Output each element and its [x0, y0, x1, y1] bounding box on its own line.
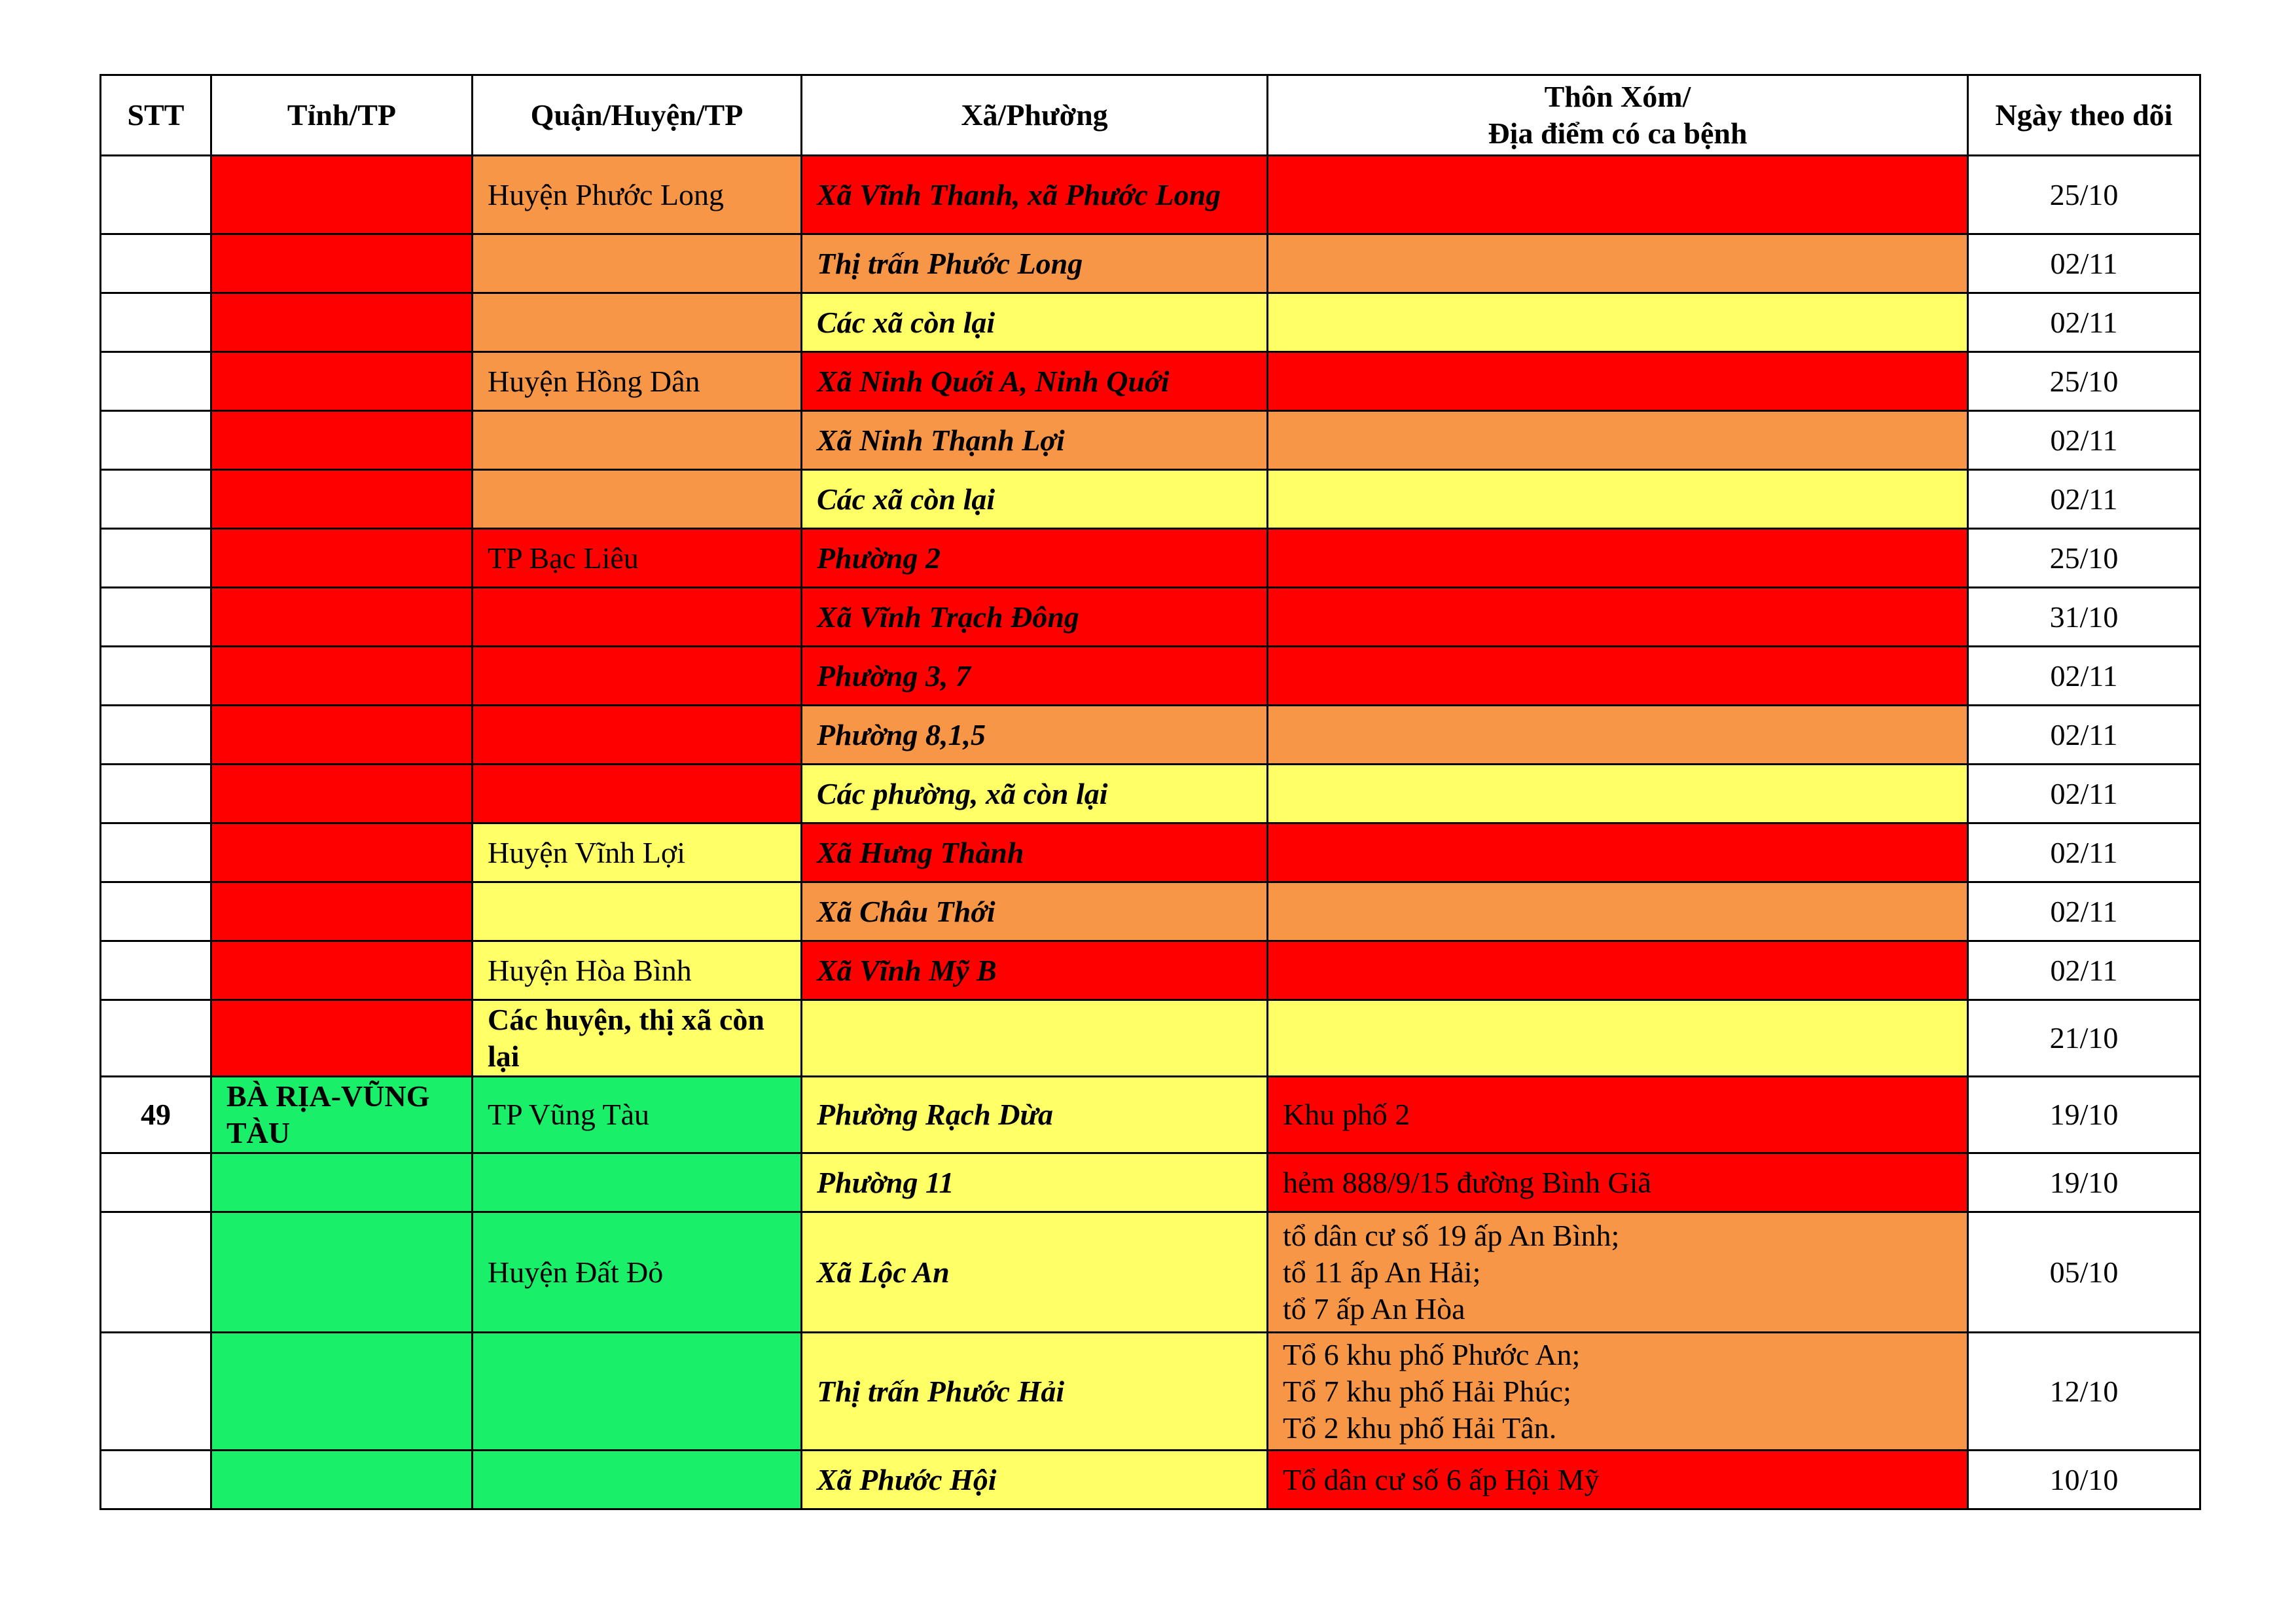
stt-cell	[101, 1000, 211, 1077]
province-cell	[211, 882, 473, 941]
province-cell	[211, 1153, 473, 1212]
header-hamlet-line-2: Địa điểm có ca bệnh	[1488, 117, 1748, 150]
stt-cell	[101, 588, 211, 647]
province-cell	[211, 1000, 473, 1077]
ward-cell: Phường 8,1,5	[802, 706, 1268, 765]
province-cell	[211, 411, 473, 470]
stt-cell	[101, 1212, 211, 1333]
hamlet-line: Tổ 7 khu phố Hải Phúc;	[1283, 1374, 1571, 1408]
stt-cell	[101, 882, 211, 941]
table-row	[101, 706, 2200, 765]
district-cell	[473, 1153, 802, 1212]
header-hamlet	[1268, 75, 1968, 156]
table-row	[101, 352, 2200, 411]
hamlet-cell	[1268, 706, 1968, 765]
stt-cell	[101, 234, 211, 293]
province-cell	[211, 1451, 473, 1509]
hamlet-cell	[1268, 588, 1968, 647]
province-cell	[211, 352, 473, 411]
table-row	[101, 234, 2200, 293]
ward-cell: Các xã còn lại	[802, 293, 1268, 352]
date-cell: 02/11	[1968, 234, 2200, 293]
ward-cell: Thị trấn Phước Hải	[802, 1333, 1268, 1451]
district-cell	[473, 411, 802, 470]
date-cell: 02/11	[1968, 823, 2200, 882]
ward-cell: Xã Vĩnh Trạch Đông	[802, 588, 1268, 647]
table-row	[101, 470, 2200, 529]
header-ward: Xã/Phường	[802, 75, 1268, 156]
ward-cell: Xã Châu Thới	[802, 882, 1268, 941]
ward-cell: Thị trấn Phước Long	[802, 234, 1268, 293]
hamlet-cell	[1268, 647, 1968, 706]
table-row	[101, 882, 2200, 941]
hamlet-cell	[1268, 1212, 1968, 1333]
stt-cell	[101, 941, 211, 1000]
stt-cell	[101, 706, 211, 765]
stt-cell	[101, 411, 211, 470]
hamlet-line: Tổ 2 khu phố Hải Tân.	[1283, 1411, 1557, 1445]
hamlet-line: tổ dân cư số 19 ấp An Bình;	[1283, 1218, 1620, 1252]
table-row	[101, 1077, 2200, 1153]
district-cell	[473, 706, 802, 765]
hamlet-cell	[1268, 765, 1968, 823]
stt-cell	[101, 352, 211, 411]
table-row	[101, 1451, 2200, 1509]
date-cell: 21/10	[1968, 1000, 2200, 1077]
province-cell	[211, 706, 473, 765]
province-cell	[211, 941, 473, 1000]
hamlet-cell	[1268, 411, 1968, 470]
province-cell	[211, 529, 473, 588]
district-cell: Huyện Phước Long	[473, 156, 802, 234]
ward-cell: Xã Vĩnh Mỹ B	[802, 941, 1268, 1000]
district-cell: Các huyện, thị xã còn lại	[473, 1000, 802, 1077]
date-cell: 25/10	[1968, 529, 2200, 588]
table-row	[101, 156, 2200, 234]
table-row	[101, 1212, 2200, 1333]
table-row	[101, 941, 2200, 1000]
table-row	[101, 1000, 2200, 1077]
district-cell	[473, 1333, 802, 1451]
hamlet-cell	[1268, 882, 1968, 941]
header-stt: STT	[101, 75, 211, 156]
table-row	[101, 529, 2200, 588]
ward-cell: Phường 2	[802, 529, 1268, 588]
date-cell: 19/10	[1968, 1153, 2200, 1212]
stt-cell	[101, 647, 211, 706]
date-cell: 25/10	[1968, 352, 2200, 411]
date-cell: 10/10	[1968, 1451, 2200, 1509]
ward-cell: Phường 3, 7	[802, 647, 1268, 706]
table-row	[101, 647, 2200, 706]
date-cell: 02/11	[1968, 765, 2200, 823]
table-row	[101, 765, 2200, 823]
date-cell: 02/11	[1968, 706, 2200, 765]
stt-cell: 49	[101, 1077, 211, 1153]
stt-cell	[101, 156, 211, 234]
date-cell: 02/11	[1968, 470, 2200, 529]
ward-cell: Xã Ninh Thạnh Lợi	[802, 411, 1268, 470]
ward-cell: Các xã còn lại	[802, 470, 1268, 529]
province-cell	[211, 470, 473, 529]
hamlet-cell	[1268, 156, 1968, 234]
hamlet-cell	[1268, 293, 1968, 352]
ward-cell: Xã Lộc An	[802, 1212, 1268, 1333]
date-cell: 19/10	[1968, 1077, 2200, 1153]
table-row	[101, 1333, 2200, 1451]
hamlet-cell	[1268, 234, 1968, 293]
hamlet-cell: Khu phố 2	[1268, 1077, 1968, 1153]
province-cell	[211, 293, 473, 352]
hamlet-cell	[1268, 529, 1968, 588]
district-cell: Huyện Hồng Dân	[473, 352, 802, 411]
stt-cell	[101, 1333, 211, 1451]
hamlet-cell: hẻm 888/9/15 đường Bình Giã	[1268, 1153, 1968, 1212]
stt-cell	[101, 823, 211, 882]
header-district: Quận/Huyện/TP	[473, 75, 802, 156]
district-cell	[473, 234, 802, 293]
date-cell: 02/11	[1968, 941, 2200, 1000]
district-cell	[473, 647, 802, 706]
hamlet-line: tổ 7 ấp An Hòa	[1283, 1291, 1465, 1326]
date-cell: 02/11	[1968, 882, 2200, 941]
hamlet-cell	[1268, 352, 1968, 411]
date-cell: 02/11	[1968, 411, 2200, 470]
date-cell: 05/10	[1968, 1212, 2200, 1333]
stt-cell	[101, 293, 211, 352]
ward-cell: Xã Hưng Thành	[802, 823, 1268, 882]
district-cell	[473, 293, 802, 352]
table-row	[101, 823, 2200, 882]
ward-cell: Xã Ninh Quới A, Ninh Quới	[802, 352, 1268, 411]
date-cell: 31/10	[1968, 588, 2200, 647]
ward-cell: Xã Vĩnh Thanh, xã Phước Long	[802, 156, 1268, 234]
hamlet-line: tổ 11 ấp An Hải;	[1283, 1255, 1481, 1289]
header-date: Ngày theo dõi	[1968, 75, 2200, 156]
district-cell: TP Vũng Tàu	[473, 1077, 802, 1153]
district-cell: Huyện Hòa Bình	[473, 941, 802, 1000]
header-row	[101, 75, 2200, 156]
province-cell	[211, 234, 473, 293]
district-cell	[473, 882, 802, 941]
hamlet-cell	[1268, 823, 1968, 882]
hamlet-line: Tổ 6 khu phố Phước An;	[1283, 1337, 1581, 1371]
district-cell: TP Bạc Liêu	[473, 529, 802, 588]
district-cell	[473, 765, 802, 823]
date-cell: 02/11	[1968, 647, 2200, 706]
stt-cell	[101, 765, 211, 823]
province-cell	[211, 1333, 473, 1451]
district-cell	[473, 470, 802, 529]
ward-cell: Xã Phước Hội	[802, 1451, 1268, 1509]
stt-cell	[101, 529, 211, 588]
province-cell	[211, 1212, 473, 1333]
province-cell	[211, 823, 473, 882]
hamlet-cell	[1268, 941, 1968, 1000]
province-cell	[211, 588, 473, 647]
risk-level-table	[99, 74, 2201, 1510]
date-cell: 12/10	[1968, 1333, 2200, 1451]
hamlet-cell: Tổ dân cư số 6 ấp Hội Mỹ	[1268, 1451, 1968, 1509]
district-cell	[473, 588, 802, 647]
hamlet-cell	[1268, 1333, 1968, 1451]
table-row	[101, 588, 2200, 647]
stt-cell	[101, 470, 211, 529]
province-cell: BÀ RỊA-VŨNG TÀU	[211, 1077, 473, 1153]
table-row	[101, 293, 2200, 352]
hamlet-cell	[1268, 470, 1968, 529]
date-cell: 25/10	[1968, 156, 2200, 234]
date-cell: 02/11	[1968, 293, 2200, 352]
ward-cell	[802, 1000, 1268, 1077]
ward-cell: Các phường, xã còn lại	[802, 765, 1268, 823]
header-province: Tỉnh/TP	[211, 75, 473, 156]
province-cell	[211, 765, 473, 823]
district-cell: Huyện Vĩnh Lợi	[473, 823, 802, 882]
stt-cell	[101, 1153, 211, 1212]
ward-cell: Phường Rạch Dừa	[802, 1077, 1268, 1153]
district-cell: Huyện Đất Đỏ	[473, 1212, 802, 1333]
table-row	[101, 411, 2200, 470]
province-cell	[211, 647, 473, 706]
table-row	[101, 1153, 2200, 1212]
header-hamlet-line-1: Thôn Xóm/	[1544, 80, 1691, 113]
province-cell	[211, 156, 473, 234]
hamlet-cell	[1268, 1000, 1968, 1077]
stt-cell	[101, 1451, 211, 1509]
district-cell	[473, 1451, 802, 1509]
ward-cell: Phường 11	[802, 1153, 1268, 1212]
